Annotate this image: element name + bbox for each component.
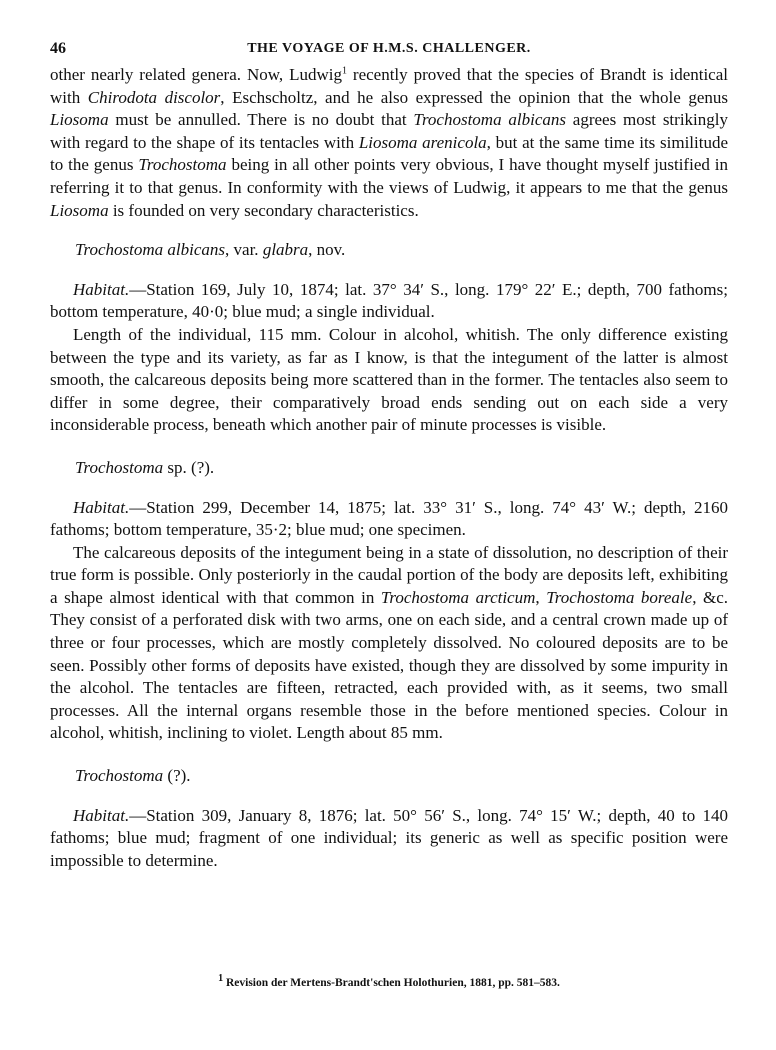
footnote-reference: 1 [341, 65, 347, 77]
habitat-paragraph: Habitat.—Station 309, January 8, 1876; lat. 50° 56′ S., long. 74° 15′ W.; depth, 40 to 140 fathoms; blue mud; fragment of one individual; its generic as well as specific position were impossible to determine. [50, 805, 728, 870]
description-paragraph: Length of the individual, 115 mm. Colour in alcohol, whitish. The only difference existing between the type and its variety, as far as I know, is that the integument of the latter is almost smooth, the calcareous deposits being more scattered than in the former. The tentacles also seem to differ in some degree, their comparatively broad ends sending out on each side a very inconsiderable process, beneath which another pair of minute processes is visible. [50, 324, 728, 435]
habitat-paragraph: Habitat.—Station 299, December 14, 1875; lat. 33° 31′ S., long. 74° 43′ W.; depth, 2160 fathoms; bottom temperature, 35·2; blue mud; one specimen. [50, 497, 728, 540]
page-number: 46 [50, 40, 66, 57]
page-header [50, 40, 728, 64]
footnote: $^1$ Revision der Mertens-Brandt'schen Holothurien, 1881, pp. 581–583. [218, 973, 560, 989]
intro-paragraph: other nearly related genera. Now, Ludwig$^1$ recently proved that the species of Brandt is identical with Chirodota discolor, Eschscholtz, and he also expressed the opinion that the whole genus Liosoma must be annulled. There is no doubt that Trochostoma albicans agrees most strikingly with regard to the shape of its tentacles with Liosoma arenicola, but at the same time its similitude to the genus Trochostoma being in all other points very obvious, I have thought myself justified in referring it to that genus. In conformity with the views of Ludwig, it appears to me that the genus Liosoma is founded on very secondary characteristics. [50, 65, 729, 220]
habitat-paragraph: Habitat.—Station 169, July 10, 1874; lat. 37° 34′ S., long. 179° 22′ E.; depth, 700 fathoms; bottom temperature, 40·0; blue mud; a single individual. [50, 279, 728, 322]
description-paragraph: The calcareous deposits of the integument being in a state of dissolution, no description of their true form is possible. Only posteriorly in the caudal portion of the body are deposits left, exhibiting a shape almost identical with that common in Trochostoma arcticum, Trochostoma boreale, &c. They consist of a perforated disk with two arms, one on each side, and a central crown made up of three or four processes, which are mostly completely dissolved. No coloured deposits are to be seen. Possibly other forms of deposits have existed, though they are dissolved by some impurity in the alcohol. The tentacles are fifteen, retracted, each provided with, as it seems, two small processes. All the internal organs resemble those in the before mentioned species. Colour in alcohol, whitish, inclining to violet. Length about 85 mm. [50, 542, 729, 743]
species-title-sp: Trochostoma sp. (?). [75, 457, 215, 477]
page [50, 40, 729, 989]
species-title-albicans-glabra: Trochostoma albicans, var. glabra, nov. [75, 240, 346, 260]
running-title: THE VOYAGE OF H.M.S. CHALLENGER. [247, 41, 531, 56]
species-title-uncertain: Trochostoma (?). [75, 766, 191, 786]
